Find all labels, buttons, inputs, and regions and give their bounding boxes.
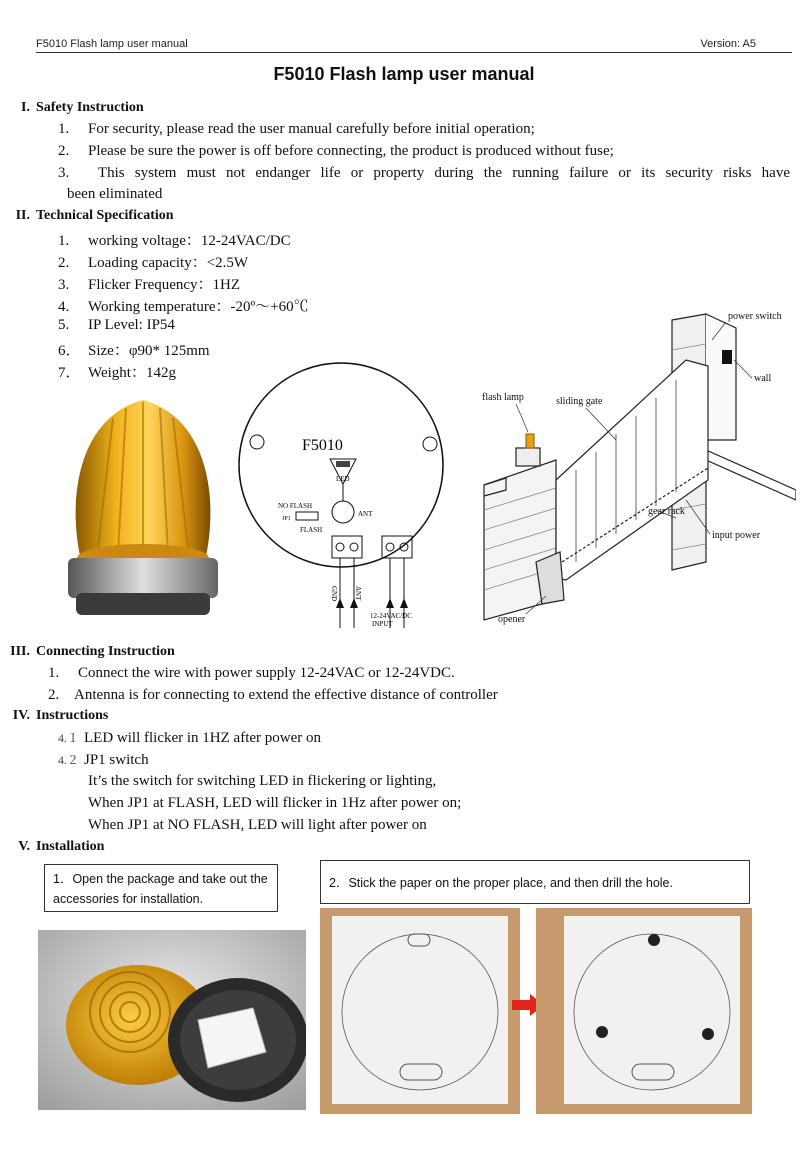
mount-hole-icon (423, 437, 437, 451)
section-title: Connecting Instruction (36, 644, 175, 659)
sub-item: When JP1 at NO FLASH, LED will light after power on (88, 817, 427, 833)
list-item: 4.２ JP1 switch (58, 752, 149, 768)
jp1-switch-icon (296, 512, 318, 520)
flash-label: FLASH (300, 526, 323, 534)
header-rule (36, 52, 792, 53)
list-item: 4.１ LED will flicker in 1HZ after power on (58, 730, 322, 746)
page-title: F5010 Flash lamp user manual (273, 64, 535, 84)
section-number: II. (15, 208, 30, 223)
ant-label: ANT (358, 510, 373, 518)
power-switch-label: power switch (728, 311, 782, 322)
no-flash-label: NO FLASH (278, 502, 313, 510)
section-connecting-heading (4, 644, 175, 660)
template-before-photo (320, 908, 520, 1114)
gate-installation-scene (476, 300, 796, 630)
flash-lamp-label: flash lamp (482, 392, 524, 403)
list-item: 2. Antenna is for connecting to extend the effective distance of controller (48, 687, 498, 703)
spec-item: 6． Size：φ90* 125mm (58, 343, 210, 359)
model-label: F5010 (302, 437, 343, 454)
list-item: 1. For security, please read the user manual carefully before initial operation; (58, 121, 535, 137)
section-number: III. (10, 644, 30, 659)
circuit-diagram (232, 362, 452, 630)
led-label: LED (336, 475, 350, 483)
antenna-terminal-icon (332, 501, 354, 523)
section-number: I. (21, 100, 30, 115)
wall-label: wall (754, 373, 772, 384)
input-power-label: input power (712, 530, 761, 541)
jp1-label: JP1 (282, 516, 291, 522)
spec-item: 3. Flicker Frequency：1HZ (58, 277, 241, 293)
spec-item: 2. Loading capacity：<2.5W (58, 255, 249, 271)
spec-item: 4. Working temperature：-20º～+60℃ (58, 299, 309, 315)
opener-label: opener (498, 614, 526, 625)
list-item-continuation: been eliminated (67, 186, 163, 202)
input-label: INPUT (372, 620, 393, 628)
power-switch-icon (722, 350, 732, 364)
section-title: Installation (36, 839, 105, 854)
header-left: F5010 Flash lamp user manual (36, 38, 188, 50)
section-title: Technical Specification (36, 208, 174, 223)
section-spec-heading (4, 208, 174, 224)
section-number: IV. (12, 708, 30, 723)
section-title: Safety Instruction (36, 100, 144, 115)
spec-item: 5. IP Level: IP54 (58, 317, 175, 333)
installation-step-2-box: 2．Stick the paper on the proper place, and then drill the hole. (320, 860, 750, 904)
flash-lamp-photo (58, 388, 228, 628)
list-item: 1. Connect the wire with power supply 12-24VAC or 12-24VDC. (48, 665, 455, 681)
ant-wire-label: ANT (354, 586, 362, 601)
sliding-gate-label: sliding gate (556, 396, 603, 407)
spec-item: 7． Weight：142g (58, 365, 176, 381)
section-instructions-heading (4, 708, 108, 724)
section-safety-heading (4, 100, 144, 116)
sub-item: It’s the switch for switching LED in flickering or lighting, (88, 773, 437, 789)
spec-item: 1. working voltage：12-24VAC/DC (58, 233, 291, 249)
list-item: 3. This system must not endanger life or property during the running failure or its security risks have (58, 165, 790, 181)
section-installation-heading (4, 839, 104, 855)
mount-hole-icon (250, 435, 264, 449)
template-after-photo (536, 908, 752, 1114)
gnd-label: GND (330, 586, 338, 602)
gear-rack-label: gear rack (648, 506, 685, 517)
list-item: 2. Please be sure the power is off before connecting, the product is produced without fuse; (58, 143, 614, 159)
input-voltage-label: 12-24VAC/DC (370, 612, 412, 620)
installation-step-1-box: 1．Open the package and take out the accessories for installation. (44, 864, 278, 912)
lamp-icon (526, 434, 534, 448)
section-title: Instructions (36, 708, 109, 723)
sub-item: When JP1 at FLASH, LED will flicker in 1Hz after power on; (88, 795, 462, 811)
package-photo (38, 930, 306, 1110)
section-number: V. (18, 839, 30, 854)
header-right: Version: A5 (700, 38, 756, 50)
